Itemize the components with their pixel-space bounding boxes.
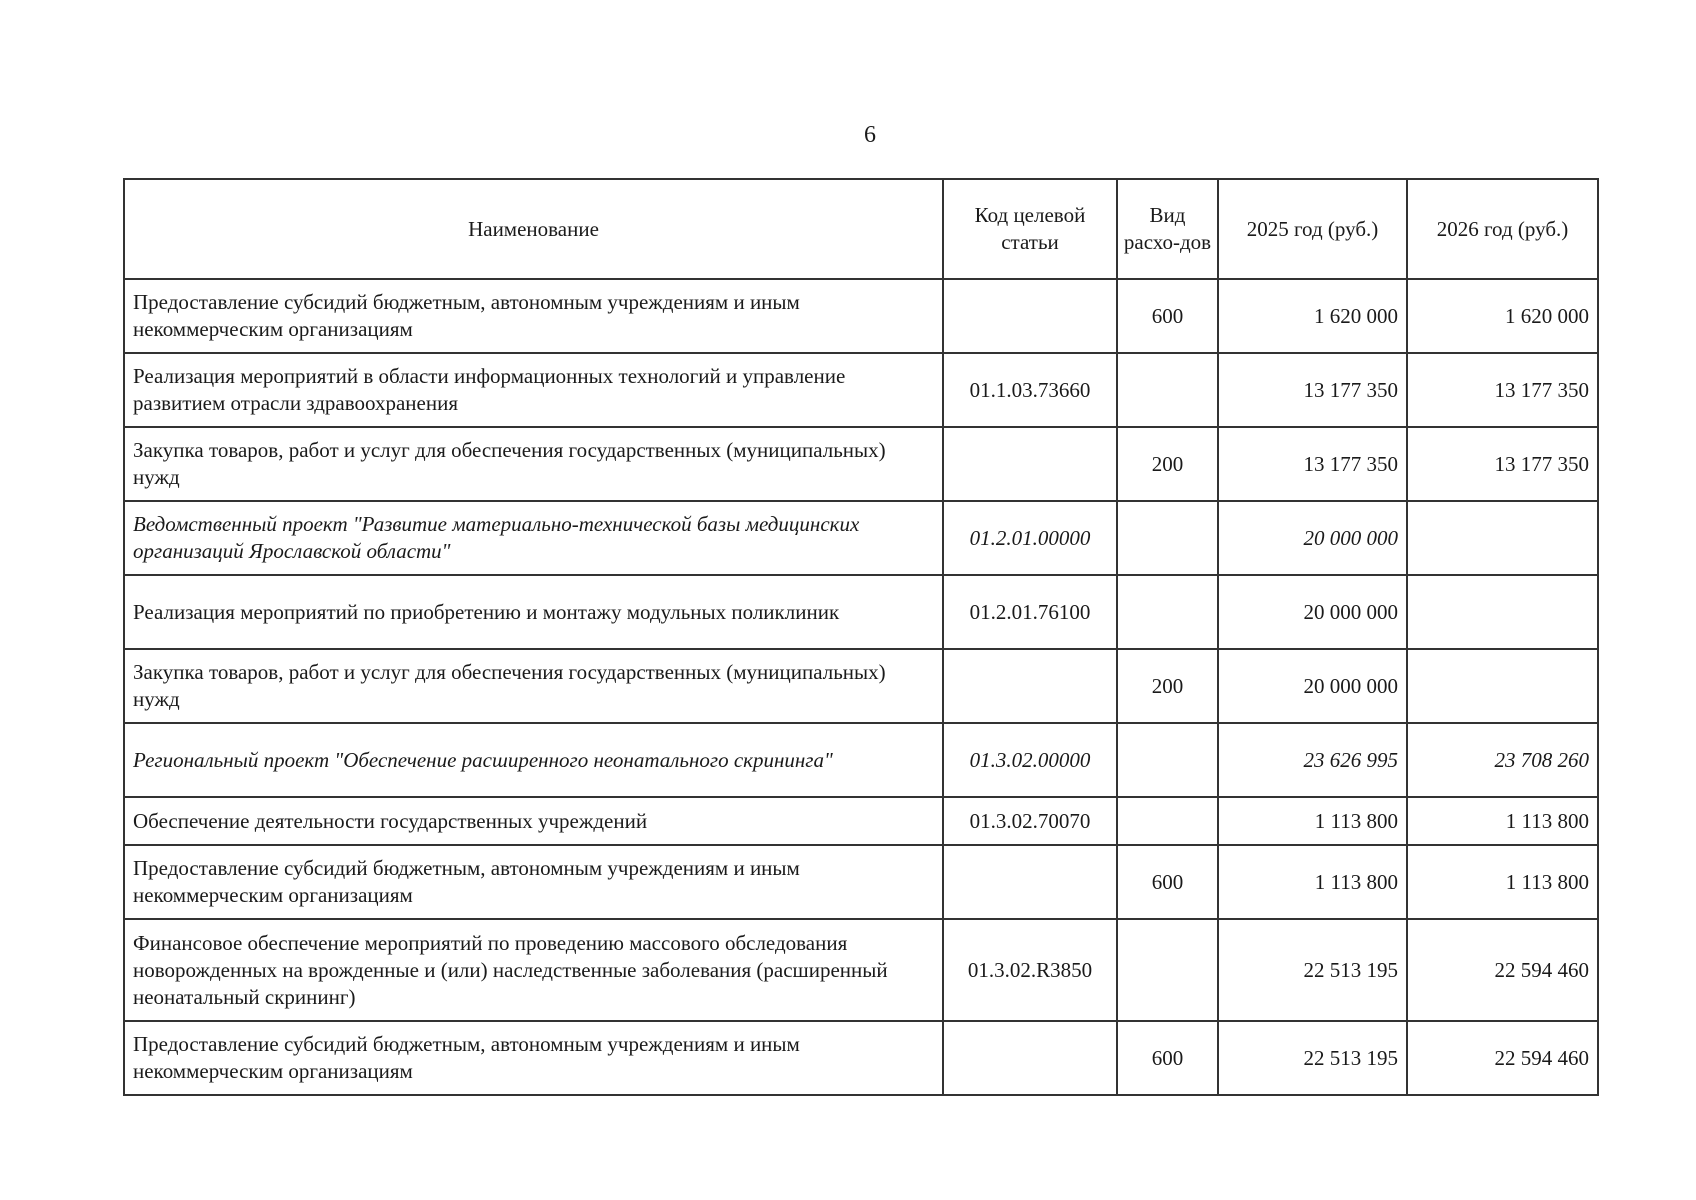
cell-2026: 22 594 460	[1407, 1021, 1598, 1095]
cell-name: Финансовое обеспечение мероприятий по проведению массового обследования новорожденных на врожденные и (или) наследственные заболевания (расширенный неонатальный скрининг)	[124, 919, 943, 1021]
cell-2025: 23 626 995	[1218, 723, 1407, 797]
cell-name: Закупка товаров, работ и услуг для обеспечения государственных (муниципальных) нужд	[124, 649, 943, 723]
header-2026: 2026 год (руб.)	[1407, 179, 1598, 279]
cell-2025: 20 000 000	[1218, 575, 1407, 649]
cell-name: Ведомственный проект "Развитие материально-технической базы медицинских организаций Ярославской области"	[124, 501, 943, 575]
cell-2026: 1 620 000	[1407, 279, 1598, 353]
cell-2026: 1 113 800	[1407, 845, 1598, 919]
table-row-project	[124, 501, 1598, 575]
cell-2025: 13 177 350	[1218, 353, 1407, 427]
cell-2025: 22 513 195	[1218, 919, 1407, 1021]
cell-kind: 600	[1117, 1021, 1218, 1095]
budget-table	[123, 178, 1599, 1096]
table-row	[124, 575, 1598, 649]
header-code: Код целевой статьи	[943, 179, 1117, 279]
cell-name: Предоставление субсидий бюджетным, автономным учреждениям и иным некоммерческим организациям	[124, 1021, 943, 1095]
cell-2025: 20 000 000	[1218, 649, 1407, 723]
cell-2026	[1407, 649, 1598, 723]
page-number: 6	[864, 122, 876, 148]
cell-code: 01.3.02.70070	[943, 797, 1117, 845]
cell-code	[943, 427, 1117, 501]
cell-2026: 13 177 350	[1407, 427, 1598, 501]
cell-code	[943, 1021, 1117, 1095]
table-row	[124, 1021, 1598, 1095]
cell-kind	[1117, 501, 1218, 575]
cell-code	[943, 279, 1117, 353]
cell-2025: 20 000 000	[1218, 501, 1407, 575]
table-row	[124, 919, 1598, 1021]
cell-name: Реализация мероприятий по приобретению и монтажу модульных поликлиник	[124, 575, 943, 649]
cell-name: Предоставление субсидий бюджетным, автономным учреждениям и иным некоммерческим организациям	[124, 279, 943, 353]
cell-kind: 600	[1117, 845, 1218, 919]
header-kind: Вид расхо-дов	[1117, 179, 1218, 279]
cell-kind	[1117, 353, 1218, 427]
cell-2026: 22 594 460	[1407, 919, 1598, 1021]
cell-code: 01.1.03.73660	[943, 353, 1117, 427]
cell-2026: 1 113 800	[1407, 797, 1598, 845]
table-row	[124, 845, 1598, 919]
cell-kind: 200	[1117, 649, 1218, 723]
cell-2025: 1 113 800	[1218, 845, 1407, 919]
cell-code: 01.3.02.00000	[943, 723, 1117, 797]
cell-name: Закупка товаров, работ и услуг для обеспечения государственных (муниципальных) нужд	[124, 427, 943, 501]
cell-kind	[1117, 797, 1218, 845]
cell-2026: 13 177 350	[1407, 353, 1598, 427]
cell-code: 01.3.02.R3850	[943, 919, 1117, 1021]
cell-code	[943, 845, 1117, 919]
cell-code	[943, 649, 1117, 723]
cell-2026: 23 708 260	[1407, 723, 1598, 797]
header-name: Наименование	[124, 179, 943, 279]
table-row	[124, 279, 1598, 353]
cell-kind	[1117, 575, 1218, 649]
cell-name: Реализация мероприятий в области информационных технологий и управление развитием отрасли здравоохранения	[124, 353, 943, 427]
cell-name: Региональный проект "Обеспечение расширенного неонатального скрининга"	[124, 723, 943, 797]
cell-2025: 22 513 195	[1218, 1021, 1407, 1095]
cell-kind: 200	[1117, 427, 1218, 501]
cell-2025: 1 113 800	[1218, 797, 1407, 845]
table-header-row	[124, 179, 1598, 279]
cell-name: Предоставление субсидий бюджетным, автономным учреждениям и иным некоммерческим организациям	[124, 845, 943, 919]
table-row-project	[124, 723, 1598, 797]
cell-code: 01.2.01.76100	[943, 575, 1117, 649]
table-row	[124, 649, 1598, 723]
cell-2025: 1 620 000	[1218, 279, 1407, 353]
header-2025: 2025 год (руб.)	[1218, 179, 1407, 279]
cell-name: Обеспечение деятельности государственных учреждений	[124, 797, 943, 845]
cell-2026	[1407, 575, 1598, 649]
table-row	[124, 797, 1598, 845]
table-row	[124, 353, 1598, 427]
cell-2025: 13 177 350	[1218, 427, 1407, 501]
cell-kind: 600	[1117, 279, 1218, 353]
cell-kind	[1117, 723, 1218, 797]
cell-code: 01.2.01.00000	[943, 501, 1117, 575]
cell-2026	[1407, 501, 1598, 575]
table-row	[124, 427, 1598, 501]
cell-kind	[1117, 919, 1218, 1021]
